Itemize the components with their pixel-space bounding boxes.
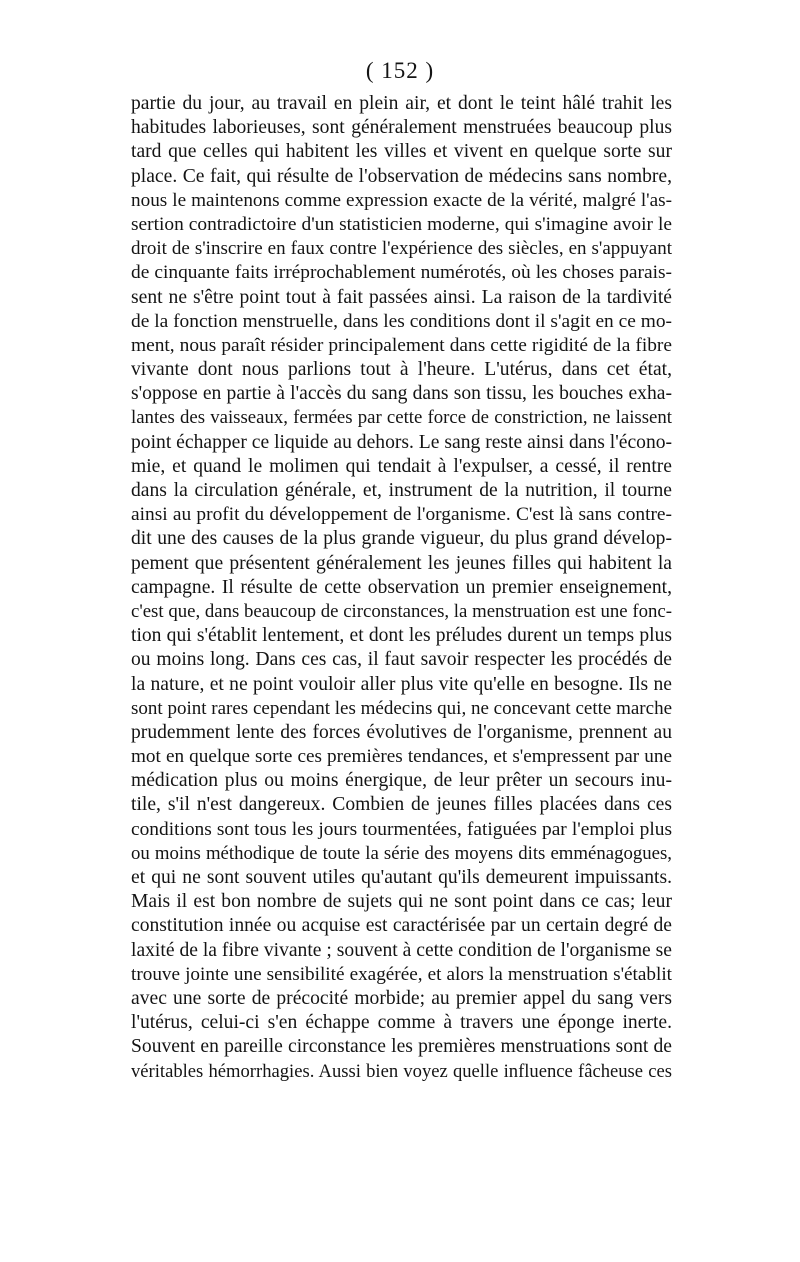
- text-line: de cinquante faits irréprochablement numérotés, où les choses parais-: [131, 262, 672, 284]
- text-line: nous le maintenons comme expression exacte de la vérité, malgré l'as-: [131, 189, 672, 211]
- text-line: sont point rares cependant les médecins qui, ne concevant cette marche: [131, 697, 672, 719]
- text-line: dans la circulation générale, et, instrument de la nutrition, il tourne: [131, 480, 672, 501]
- text-line: prudemment lente des forces évolutives de l'organisme, prennent au: [131, 721, 672, 743]
- text-line: campagne. Il résulte de cette observation un premier enseignement,: [131, 576, 672, 598]
- text-line: tard que celles qui habitent les villes et vivent en quelque sorte sur: [131, 141, 672, 163]
- text-line: sertion contradictoire d'un statisticien moderne, qui s'imagine avoir le: [131, 213, 672, 235]
- text-line: la nature, et ne point vouloir aller plus vite qu'elle en besogne. Ils ne: [131, 673, 672, 695]
- text-line: pement que présentent généralement les jeunes filles qui habitent la: [131, 552, 672, 574]
- body-text: [131, 92, 672, 1084]
- text-line: mie, et quand le molimen qui tendait à l'expulser, a cessé, il rentre: [131, 455, 672, 477]
- text-line: ou moins long. Dans ces cas, il faut savoir respecter les procédés de: [131, 649, 672, 671]
- text-line: Souvent en pareille circonstance les premières menstruations sont de: [131, 1036, 672, 1058]
- text-line: ou moins méthodique de toute la série des moyens dits emménagogues,: [131, 842, 672, 864]
- text-line: sent ne s'être point tout à fait passées ainsi. La raison de la tardivité: [131, 286, 672, 308]
- text-line: tile, s'il n'est dangereux. Combien de jeunes filles placées dans ces: [131, 794, 672, 816]
- text-line: c'est que, dans beaucoup de circonstances, la menstruation est une fonc-: [131, 600, 672, 622]
- text-line: avec une sorte de précocité morbide; au premier appel du sang vers: [131, 987, 672, 1009]
- text-line: partie du jour, au travail en plein air, et dont le teint hâlé trahit les: [131, 93, 672, 114]
- text-line: mot en quelque sorte ces premières tendances, et s'empressent par une: [131, 746, 672, 768]
- text-line: véritables hémorrhagies. Aussi bien voyez quelle influence fâcheuse ces: [131, 1060, 672, 1082]
- text-line: médication plus ou moins énergique, de leur prêter un secours inu-: [131, 770, 672, 792]
- text-line: tion qui s'établit lentement, et dont les préludes durent un temps plus: [131, 625, 672, 647]
- text-line: ainsi au profit du développement de l'organisme. C'est là sans contre-: [131, 504, 672, 526]
- text-line: s'oppose en partie à l'accès du sang dans son tissu, les bouches exha-: [131, 383, 672, 405]
- text-line: de la fonction menstruelle, dans les conditions dont il s'agit en ce mo-: [131, 310, 672, 332]
- text-line: conditions sont tous les jours tourmentées, fatiguées par l'emploi plus: [131, 818, 672, 840]
- text-line: droit de s'inscrire en faux contre l'expérience des siècles, en s'appuyant: [131, 238, 672, 260]
- text-line: habitudes laborieuses, sont généralement menstruées beaucoup plus: [131, 117, 672, 139]
- text-line: et qui ne sont souvent utiles qu'autant qu'ils demeurent impuissants.: [131, 867, 672, 888]
- text-line: trouve jointe une sensibilité exagérée, et alors la menstruation s'établit: [131, 963, 672, 985]
- text-line: lantes des vaisseaux, fermées par cette force de constriction, ne laissent: [131, 407, 672, 429]
- text-line: dit une des causes de la plus grande vigueur, du plus grand dévelop-: [131, 528, 672, 550]
- page-number: ( 152 ): [365, 58, 435, 83]
- text-line: place. Ce fait, qui résulte de l'observation de médecins sans nombre,: [131, 165, 672, 187]
- text-line: Mais il est bon nombre de sujets qui ne sont point dans ce cas; leur: [131, 891, 672, 913]
- text-line: vivante dont nous parlions tout à l'heure. L'utérus, dans cet état,: [131, 359, 672, 381]
- text-line: constitution innée ou acquise est caractérisée par un certain degré de: [131, 915, 672, 937]
- text-line: point échapper ce liquide au dehors. Le sang reste ainsi dans l'écono-: [131, 431, 673, 453]
- text-line: l'utérus, celui-ci s'en échappe comme à travers une éponge inerte.: [131, 1012, 672, 1034]
- text-line: laxité de la fibre vivante ; souvent à cette condition de l'organisme se: [131, 939, 672, 961]
- text-line: ment, nous paraît résider principalement dans cette rigidité de la fibre: [131, 334, 672, 356]
